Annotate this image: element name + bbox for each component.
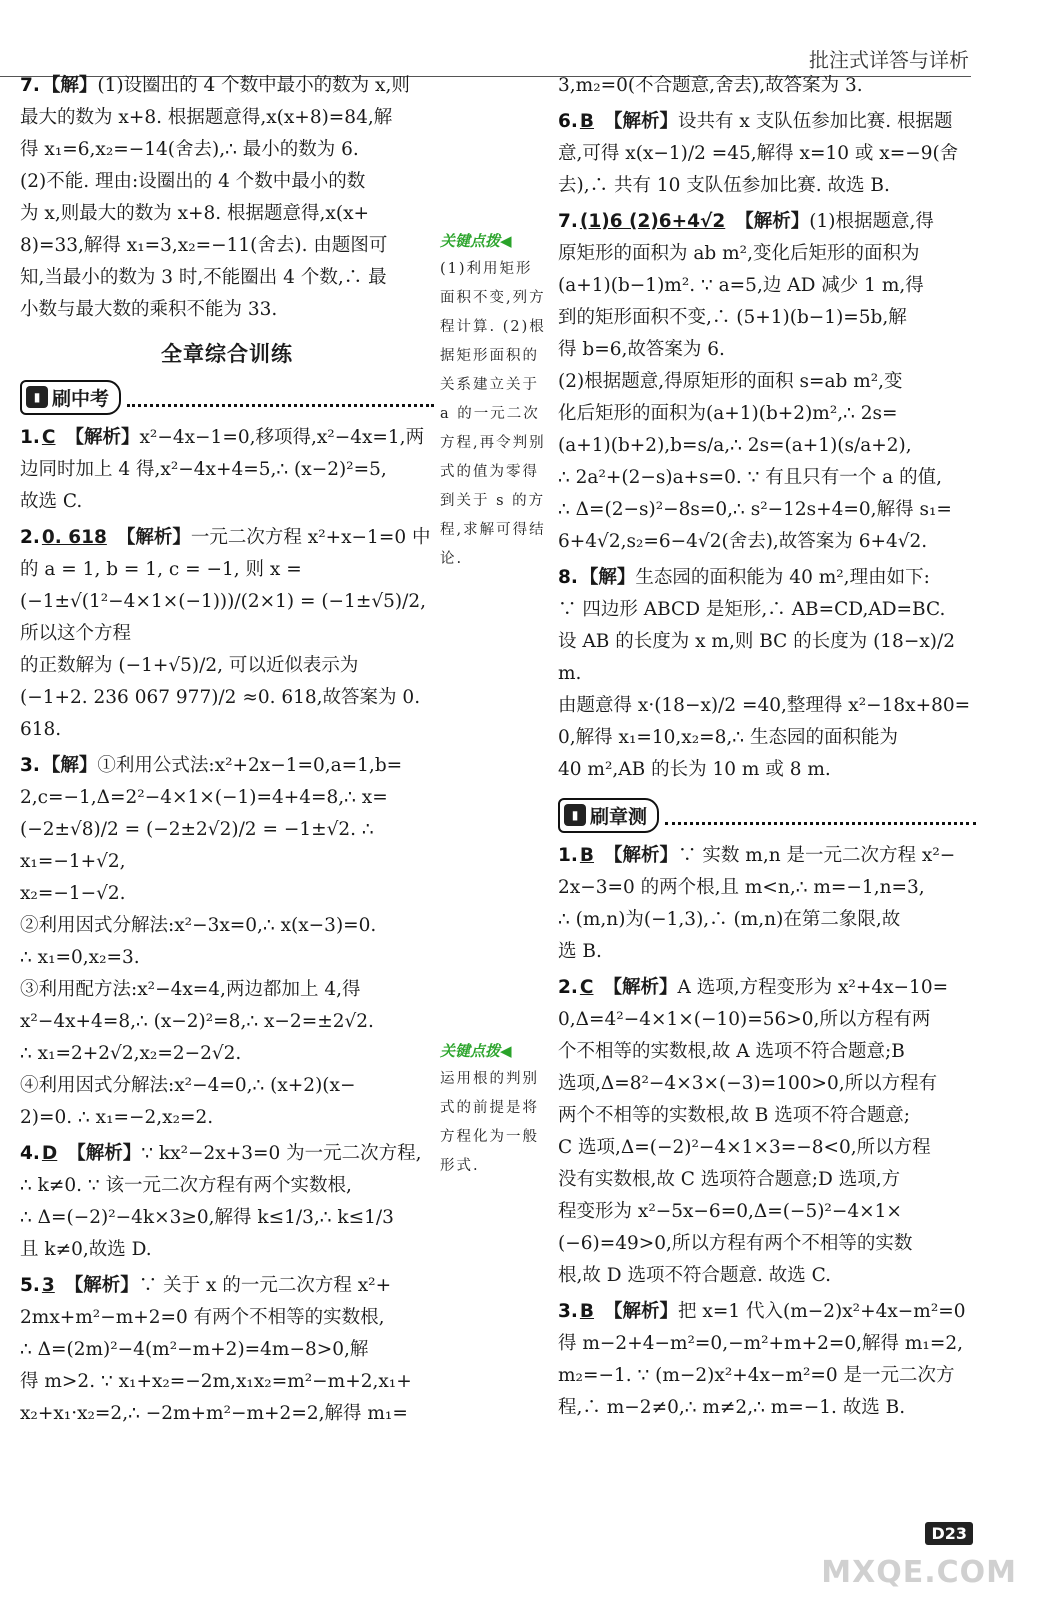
- answer-line: [558, 106, 976, 138]
- answer-item: [558, 1296, 976, 1424]
- item-number: 5.: [20, 1275, 40, 1296]
- answer-line: 小数与最大数的乘积不能为 33.: [20, 299, 278, 320]
- line-text: 3,m₂=0(不合题意,舍去),故答案为 3.: [558, 75, 863, 96]
- answer-line: [20, 522, 434, 554]
- section-badge-zhangce: [558, 798, 976, 832]
- answer-line: ∵ 四边形 ABCD 是矩形,∴ AB=CD,AD=BC.: [558, 599, 946, 620]
- answer-line: 0,解得 x₁=10,x₂=8,∴ 生态园的面积能为: [558, 727, 898, 748]
- answer-line: (−6)=49>0,所以方程有两个不相等的实数: [558, 1233, 913, 1254]
- answer-line: ∴ (m,n)为(−1,3),∴ (m,n)在第二象限,故: [558, 909, 901, 930]
- chapter-title: 全章综合训练: [161, 342, 293, 366]
- item-tag: 【解】: [41, 75, 98, 96]
- dotted-divider: [665, 806, 976, 825]
- answer-line: [558, 840, 976, 872]
- answer-item: [558, 562, 976, 786]
- answer-line: x₂+x₁·x₂=2,∴ −2m+m²−m+2=2,解得 m₁=: [20, 1403, 408, 1424]
- answer-line: ∴ x₁=0,x₂=3.: [20, 947, 140, 968]
- answer-line: [558, 1296, 976, 1328]
- answer-item: [558, 70, 976, 102]
- key-tip-heading: [440, 230, 546, 251]
- item-number: 6.: [558, 111, 578, 132]
- answer-line: [20, 750, 434, 782]
- note-column-1: [440, 230, 546, 574]
- dotted-divider: [127, 388, 434, 407]
- triangle-pointer-icon: ◀: [500, 232, 512, 250]
- line-text: 设共有 x 支队伍参加比赛. 根据题: [678, 111, 953, 132]
- answer-line: [20, 70, 434, 102]
- answer-item: [20, 750, 434, 1134]
- item-number: 1.: [20, 427, 40, 448]
- answer-line: 设 AB 的长度为 x m,则 BC 的长度为 (18−x)/2 m.: [558, 631, 955, 684]
- answer-line: 知,当最小的数为 3 时,不能圈出 4 个数,∴ 最: [20, 267, 387, 288]
- answer-line: 40 m²,AB 的长为 10 m 或 8 m.: [558, 759, 831, 780]
- item-answer: B: [579, 845, 595, 866]
- answer-line: 两个不相等的实数根,故 B 选项不符合题意;: [558, 1105, 910, 1126]
- answer-line: 2,c=−1,Δ=2²−4×1×(−1)=4+4=8,∴ x=: [20, 787, 388, 808]
- answer-line: [558, 562, 976, 594]
- section-label: 刷章测: [590, 805, 648, 828]
- right-items-group-1: [558, 70, 976, 786]
- answer-line: 根,故 D 选项不符合题意. 故选 C.: [558, 1265, 831, 1286]
- line-text: x²−4x−1=0,移项得,x²−4x=1,两: [139, 427, 425, 448]
- line-text: ∵ 实数 m,n 是一元二次方程 x²−: [678, 845, 956, 866]
- item-answer: 3: [41, 1275, 55, 1296]
- watermark-logo: MXQE.COM: [821, 1555, 1017, 1590]
- key-tip-label: 关键点拨: [440, 232, 501, 250]
- answer-line: (−2±√8)/2 = (−2±2√2)/2 = −1±√2. ∴ x₁=−1+√2,: [20, 819, 374, 872]
- item-tag: 【解】: [41, 755, 98, 776]
- answer-item: [558, 840, 976, 968]
- answer-line: ∴ Δ=(2−s)²−8s=0,∴ s²−12s+4=0,解得 s₁=: [558, 499, 952, 520]
- answer-line: [558, 70, 976, 102]
- line-text: ①利用公式法:x²+2x−1=0,a=1,b=: [97, 755, 403, 776]
- answer-item: [558, 206, 976, 558]
- item-answer: C: [41, 427, 56, 448]
- key-tip-label: 关键点拨: [440, 1042, 501, 1060]
- answer-line: C 选项,Δ=(−2)²−4×1×3=−8<0,所以方程: [558, 1137, 931, 1158]
- item-tag: 【解析】: [64, 1275, 139, 1296]
- answer-line: 由题意得 x·(18−x)/2 =40,整理得 x²−18x+80=: [558, 695, 971, 716]
- item-number: 8.: [558, 567, 578, 588]
- answer-item: [558, 972, 976, 1292]
- answer-line: 意,可得 x(x−1)/2 =45,解得 x=10 或 x=−9(舍: [558, 143, 959, 164]
- item-tag: 【解析】: [116, 527, 191, 548]
- left-column: [20, 70, 434, 1434]
- answer-line: 程变形为 x²−5x−6=0,Δ=(−5)²−4×1×: [558, 1201, 902, 1222]
- answer-line: ∴ Δ=(−2)²−4k×3≥0,解得 k≤1/3,∴ k≤1/3: [20, 1207, 394, 1228]
- answer-line: (2)不能. 理由:设圈出的 4 个数中最小的数: [20, 171, 366, 192]
- answer-line: 2mx+m²−m+2=0 有两个不相等的实数根,: [20, 1307, 385, 1328]
- answer-item: [20, 522, 434, 746]
- item-tag: 【解】: [579, 567, 636, 588]
- right-items-group-2: [558, 840, 976, 1424]
- item-tag: 【解析】: [65, 427, 140, 448]
- answer-line: ∴ x₁=2+2√2,x₂=2−2√2.: [20, 1043, 242, 1064]
- answer-item: [20, 1138, 434, 1266]
- section-badge-zhongkao: [20, 380, 434, 414]
- answer-line: ∴ Δ=(2m)²−4(m²−m+2)=4m−8>0,解: [20, 1339, 369, 1360]
- answer-item: [20, 422, 434, 518]
- answer-line: 个不相等的实数根,故 A 选项不符合题意;B: [558, 1041, 905, 1062]
- answer-line: 程,∴ m−2≠0,∴ m≠2,∴ m=−1. 故选 B.: [558, 1397, 906, 1418]
- answer-item: [20, 1270, 434, 1430]
- line-text: (1)设圈出的 4 个数中最小的数为 x,则: [97, 75, 410, 96]
- item-tag: 【解析】: [604, 1301, 679, 1322]
- answer-line: 原矩形的面积为 ab m²,变化后矩形的面积为: [558, 243, 920, 264]
- answer-line: 去),∴ 共有 10 支队伍参加比赛. 故选 B.: [558, 175, 890, 196]
- answer-line: 边同时加上 4 得,x²−4x+4=5,∴ (x−2)²=5,: [20, 459, 387, 480]
- answer-line: [20, 1138, 434, 1170]
- section-label-box: [20, 380, 121, 415]
- section-label: 刷中考: [52, 387, 110, 410]
- answer-line: [20, 422, 434, 454]
- answer-line: 得 m>2. ∵ x₁+x₂=−2m,x₁x₂=m²−m+2,x₁+: [20, 1371, 412, 1392]
- answer-line: [558, 972, 976, 1004]
- page-header: 批注式详答与详析: [809, 48, 969, 72]
- answer-line: x²−4x+4=8,∴ (x−2)²=8,∴ x−2=±2√2.: [20, 1011, 374, 1032]
- item-tag: 【解析】: [67, 1143, 142, 1164]
- answer-line: x₂=−1−√2.: [20, 883, 126, 904]
- answer-line: 选 B.: [558, 941, 602, 962]
- item-answer: C: [579, 977, 594, 998]
- answer-line: 故选 C.: [20, 491, 83, 512]
- line-text: 生态园的面积能为 40 m²,理由如下:: [635, 567, 930, 588]
- answer-item: [558, 106, 976, 202]
- answer-line: ④利用因式分解法:x²−4=0,∴ (x+2)(x−: [20, 1075, 356, 1096]
- right-column: [558, 70, 976, 1428]
- item-answer: (1)6 (2)6+4√2: [579, 211, 726, 232]
- item-number: 7.: [558, 211, 578, 232]
- answer-line: 2)=0. ∴ x₁=−2,x₂=2.: [20, 1107, 214, 1128]
- line-text: A 选项,方程变形为 x²+4x−10=: [677, 977, 949, 998]
- answer-line: (−1+2. 236 067 977)/2 ≈0. 618,故答案为 0. 618.: [20, 687, 421, 740]
- answer-line: 得 m−2+4−m²=0,−m²+m+2=0,解得 m₁=2,: [558, 1333, 963, 1354]
- answer-line: (a+1)(b−1)m². ∵ a=5,边 AD 减少 1 m,得: [558, 275, 924, 296]
- answer-line: 8)=33,解得 x₁=3,x₂=−11(舍去). 由题图可: [20, 235, 388, 256]
- key-tip-heading: [440, 1040, 546, 1061]
- answer-line: ③利用配方法:x²−4x=4,两边都加上 4,得: [20, 979, 361, 1000]
- item-answer: B: [579, 1301, 595, 1322]
- answer-item: [20, 70, 434, 326]
- item-tag: 【解析】: [735, 211, 810, 232]
- line-text: 一元二次方程 x²+x−1=0 中: [190, 527, 431, 548]
- answer-line: 得 b=6,故答案为 6.: [558, 339, 725, 360]
- line-text: (1)根据题意,得: [809, 211, 934, 232]
- answer-line: (−1±√(1²−4×1×(−1)))/(2×1) = (−1±√5)/2,所以这个方程: [20, 591, 426, 644]
- line-text: ∵ kx²−2x+3=0 为一元二次方程,: [141, 1143, 422, 1164]
- answer-line: 到的矩形面积不变,∴ (5+1)(b−1)=5b,解: [558, 307, 907, 328]
- answer-line: 0,Δ=4²−4×1×(−10)=56>0,所以方程有两: [558, 1009, 931, 1030]
- answer-line: 没有实数根,故 C 选项符合题意;D 选项,方: [558, 1169, 901, 1190]
- item-number: 2.: [20, 527, 40, 548]
- answer-line: (a+1)(b+2),b=s/a,∴ 2s=(a+1)(s/a+2),: [558, 435, 912, 456]
- answer-line: 选项,Δ=8²−4×3×(−3)=100>0,所以方程有: [558, 1073, 938, 1094]
- item-number: 7.: [20, 75, 40, 96]
- page-number: D23: [925, 1522, 973, 1545]
- item-answer: B: [579, 111, 595, 132]
- item-number: 1.: [558, 845, 578, 866]
- triangle-pointer-icon: ◀: [500, 1042, 512, 1060]
- item-number: 3.: [20, 755, 40, 776]
- section-label-box: [558, 798, 659, 833]
- key-tip-text: (1)利用矩形面积不变,列方程计算. (2)根据矩形面积的关系建立关于 a 的一元二次方程,再令判别式的值为零得到关于 s 的方程,求解可得结论.: [440, 261, 546, 567]
- answer-line: 且 k≠0,故选 D.: [20, 1239, 152, 1260]
- answer-line: ∴ 2a²+(2−s)a+s=0. ∵ 有且只有一个 a 的值,: [558, 467, 942, 488]
- left-items-group-2: [20, 422, 434, 1430]
- answer-line: ∴ k≠0. ∵ 该一元二次方程有两个实数根,: [20, 1175, 352, 1196]
- answer-line: 最大的数为 x+8. 根据题意得,x(x+8)=84,解: [20, 107, 393, 128]
- item-number: 2.: [558, 977, 578, 998]
- key-tip-text: 运用根的判别式的前提是将方程化为一般形式.: [440, 1071, 539, 1174]
- answer-line: [20, 1270, 434, 1302]
- item-tag: 【解析】: [603, 977, 678, 998]
- item-tag: 【解析】: [604, 111, 679, 132]
- answer-line: 得 x₁=6,x₂=−14(舍去),∴ 最小的数为 6.: [20, 139, 359, 160]
- answer-line: 6+4√2,s₂=6−4√2(舍去),故答案为 6+4√2.: [558, 531, 928, 552]
- answer-line: 的 a = 1, b = 1, c = −1, 则 x =: [20, 559, 302, 580]
- answer-line: 为 x,则最大的数为 x+8. 根据题意得,x(x+: [20, 203, 370, 224]
- item-answer: 0. 618: [41, 527, 107, 548]
- answer-line: ②利用因式分解法:x²−3x=0,∴ x(x−3)=0.: [20, 915, 377, 936]
- item-number: 4.: [20, 1143, 40, 1164]
- book-icon: ▮: [564, 804, 586, 826]
- answer-line: [558, 206, 976, 238]
- left-items-group-1: [20, 70, 434, 326]
- item-answer: D: [41, 1143, 58, 1164]
- item-number: 3.: [558, 1301, 578, 1322]
- answer-line: 的正数解为 (−1+√5)/2, 可以近似表示为: [20, 655, 359, 676]
- line-text: ∵ 关于 x 的一元二次方程 x²+: [138, 1275, 392, 1296]
- note-column-2: [440, 1040, 546, 1181]
- book-icon: ▮: [26, 386, 48, 408]
- answer-line: (2)根据题意,得原矩形的面积 s=ab m²,变: [558, 371, 903, 392]
- answer-line: m₂=−1. ∵ (m−2)x²+4x−m²=0 是一元二次方: [558, 1365, 955, 1386]
- answer-line: 2x−3=0 的两个根,且 m<n,∴ m=−1,n=3,: [558, 877, 925, 898]
- line-text: 把 x=1 代入(m−2)x²+4x−m²=0: [678, 1301, 966, 1322]
- item-tag: 【解析】: [604, 845, 679, 866]
- answer-line: 化后矩形的面积为(a+1)(b+2)m²,∴ 2s=: [558, 403, 898, 424]
